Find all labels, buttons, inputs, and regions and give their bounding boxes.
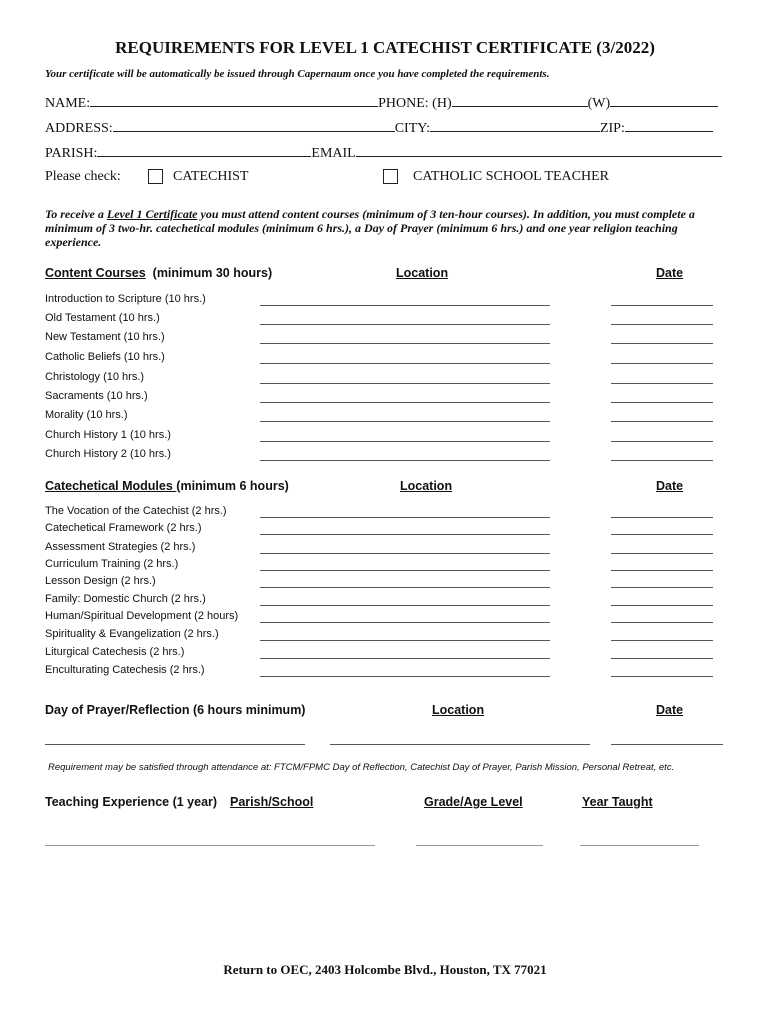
course-date-line[interactable] bbox=[611, 305, 713, 306]
return-address: Return to OEC, 2403 Holcombe Blvd., Houston, TX 77021 bbox=[223, 962, 547, 977]
prayer-header: Day of Prayer/Reflection (6 hours minimum) bbox=[45, 703, 306, 717]
teaching-parish-line[interactable] bbox=[45, 845, 375, 846]
module-item-label: Lesson Design (2 hrs.) bbox=[45, 575, 156, 587]
intro-text-before: To receive a bbox=[45, 207, 107, 221]
parish-row bbox=[45, 145, 722, 162]
teaching-year-header: Year Taught bbox=[582, 795, 653, 809]
module-date-line[interactable] bbox=[611, 676, 713, 677]
course-item-label: New Testament (10 hrs.) bbox=[45, 331, 165, 343]
course-item-label: Catholic Beliefs (10 hrs.) bbox=[45, 351, 165, 363]
subtitle: Your certificate will be automatically be issued through Capernaum once you have completed the requirements. bbox=[45, 68, 550, 80]
teaching-header: Teaching Experience (1 year) bbox=[45, 795, 218, 809]
module-item-label: Assessment Strategies (2 hrs.) bbox=[45, 541, 196, 553]
prayer-location-line[interactable] bbox=[330, 744, 590, 745]
content-courses-date-header: Date bbox=[656, 266, 684, 280]
course-item-label: Church History 2 (10 hrs.) bbox=[45, 448, 171, 460]
course-location-line[interactable] bbox=[260, 324, 550, 325]
module-location-line[interactable] bbox=[260, 676, 550, 677]
phone-home-label: PHONE: (H) bbox=[378, 96, 452, 111]
content-courses-header bbox=[45, 266, 272, 280]
course-location-line[interactable] bbox=[260, 441, 550, 442]
content-courses-title: Content Courses bbox=[45, 266, 146, 280]
module-item-label: Enculturating Catechesis (2 hrs.) bbox=[45, 664, 205, 676]
course-date-line[interactable] bbox=[611, 363, 713, 364]
modules-location-header: Location bbox=[400, 479, 453, 493]
course-location-line[interactable] bbox=[260, 343, 550, 344]
address-row bbox=[45, 120, 713, 137]
course-date-line[interactable] bbox=[611, 343, 713, 344]
module-item-label: Family: Domestic Church (2 hrs.) bbox=[45, 593, 206, 605]
module-date-line[interactable] bbox=[611, 640, 713, 641]
parish-label: PARISH: bbox=[45, 146, 98, 161]
zip-label: ZIP: bbox=[599, 121, 625, 136]
city-field[interactable] bbox=[430, 120, 600, 132]
module-location-line[interactable] bbox=[260, 587, 550, 588]
module-location-line[interactable] bbox=[260, 570, 550, 571]
name-row bbox=[45, 95, 718, 112]
module-date-line[interactable] bbox=[611, 570, 713, 571]
catechist-label: CATECHIST bbox=[173, 169, 249, 184]
zip-field[interactable] bbox=[625, 120, 713, 132]
module-item-label: Human/Spiritual Development (2 hours) bbox=[45, 610, 239, 622]
course-date-line[interactable] bbox=[611, 421, 713, 422]
course-item-label: Church History 1 (10 hrs.) bbox=[45, 429, 171, 441]
course-item-label: Sacraments (10 hrs.) bbox=[45, 390, 148, 402]
course-date-line[interactable] bbox=[611, 402, 713, 403]
modules-date-header: Date bbox=[656, 479, 684, 493]
address-field[interactable] bbox=[113, 120, 395, 132]
teaching-grade-header: Grade/Age Level bbox=[424, 795, 523, 809]
module-date-line[interactable] bbox=[611, 553, 713, 554]
course-item-label: Morality (10 hrs.) bbox=[45, 409, 128, 421]
prayer-requirement-note: Requirement may be satisfied through attendance at: FTCM/FPMC Day of Reflection, Catechist Day of Prayer, Parish Mission, Personal Retreat, etc. bbox=[48, 762, 675, 773]
course-item-label: Old Testament (10 hrs.) bbox=[45, 312, 160, 324]
course-date-line[interactable] bbox=[611, 460, 713, 461]
modules-title: Catechetical Modules bbox=[45, 479, 177, 493]
course-location-line[interactable] bbox=[260, 383, 550, 384]
module-location-line[interactable] bbox=[260, 534, 550, 535]
course-item-label: Introduction to Scripture (10 hrs.) bbox=[45, 293, 206, 305]
course-location-line[interactable] bbox=[260, 305, 550, 306]
level-1-certificate-text: Level 1 Certificate bbox=[106, 207, 198, 221]
module-item-label: Spirituality & Evangelization (2 hrs.) bbox=[45, 628, 219, 640]
parish-field[interactable] bbox=[97, 145, 311, 157]
module-date-line[interactable] bbox=[611, 605, 713, 606]
module-date-line[interactable] bbox=[611, 658, 713, 659]
modules-header bbox=[45, 479, 289, 493]
phone-work-label: (W) bbox=[587, 96, 611, 111]
module-item-label: The Vocation of the Catechist (2 hrs.) bbox=[45, 505, 227, 517]
prayer-location-header: Location bbox=[432, 703, 485, 717]
course-date-line[interactable] bbox=[611, 324, 713, 325]
course-date-line[interactable] bbox=[611, 383, 713, 384]
course-item-label: Christology (10 hrs.) bbox=[45, 371, 145, 383]
module-location-line[interactable] bbox=[260, 640, 550, 641]
content-courses-location-header: Location bbox=[396, 266, 449, 280]
city-label: CITY: bbox=[394, 121, 430, 136]
teaching-year-line[interactable] bbox=[580, 845, 699, 846]
phone-home-field[interactable] bbox=[452, 95, 588, 107]
module-date-line[interactable] bbox=[611, 587, 713, 588]
module-date-line[interactable] bbox=[611, 517, 713, 518]
course-location-line[interactable] bbox=[260, 421, 550, 422]
teaching-parish-header: Parish/School bbox=[230, 795, 314, 809]
course-location-line[interactable] bbox=[260, 402, 550, 403]
module-item-label: Liturgical Catechesis (2 hrs.) bbox=[45, 646, 185, 658]
teaching-grade-line[interactable] bbox=[416, 845, 543, 846]
module-item-label: Catechetical Framework (2 hrs.) bbox=[45, 522, 202, 534]
catholic-school-teacher-checkbox[interactable] bbox=[383, 169, 398, 184]
page-title: REQUIREMENTS FOR LEVEL 1 CATECHIST CERTIFICATE (3/2022) bbox=[115, 38, 655, 57]
prayer-date-header: Date bbox=[656, 703, 684, 717]
modules-minimum: (minimum 6 hours) bbox=[176, 479, 289, 493]
name-field[interactable] bbox=[90, 95, 378, 107]
prayer-date-line[interactable] bbox=[611, 744, 723, 745]
prayer-name-line[interactable] bbox=[45, 744, 305, 745]
module-location-line[interactable] bbox=[260, 622, 550, 623]
email-field[interactable] bbox=[356, 145, 722, 157]
intro-paragraph bbox=[45, 207, 725, 249]
course-date-line[interactable] bbox=[611, 441, 713, 442]
intro-text-after: you must attend content courses (minimum of 3 ten-hour courses). In addition, you must complete a minimum of 3 two-hr. catechetical modules (minimum 6 hrs.), a Day of Prayer (minimum 6 hrs.) and one year religion teaching experience. bbox=[45, 207, 695, 249]
module-location-line[interactable] bbox=[260, 658, 550, 659]
email-label: EMAIL bbox=[311, 146, 356, 161]
module-date-line[interactable] bbox=[611, 622, 713, 623]
catechist-checkbox[interactable] bbox=[148, 169, 163, 184]
module-location-line[interactable] bbox=[260, 553, 550, 554]
content-courses-minimum: (minimum 30 hours) bbox=[152, 266, 273, 280]
course-location-line[interactable] bbox=[260, 460, 550, 461]
address-label: ADDRESS: bbox=[45, 121, 113, 136]
please-check-label: Please check: bbox=[45, 169, 121, 184]
module-location-line[interactable] bbox=[260, 605, 550, 606]
phone-work-field[interactable] bbox=[610, 95, 718, 107]
course-location-line[interactable] bbox=[260, 363, 550, 364]
catholic-school-teacher-label: CATHOLIC SCHOOL TEACHER bbox=[413, 169, 610, 184]
module-location-line[interactable] bbox=[260, 517, 550, 518]
module-item-label: Curriculum Training (2 hrs.) bbox=[45, 558, 179, 570]
module-date-line[interactable] bbox=[611, 534, 713, 535]
name-label: NAME: bbox=[45, 96, 91, 111]
